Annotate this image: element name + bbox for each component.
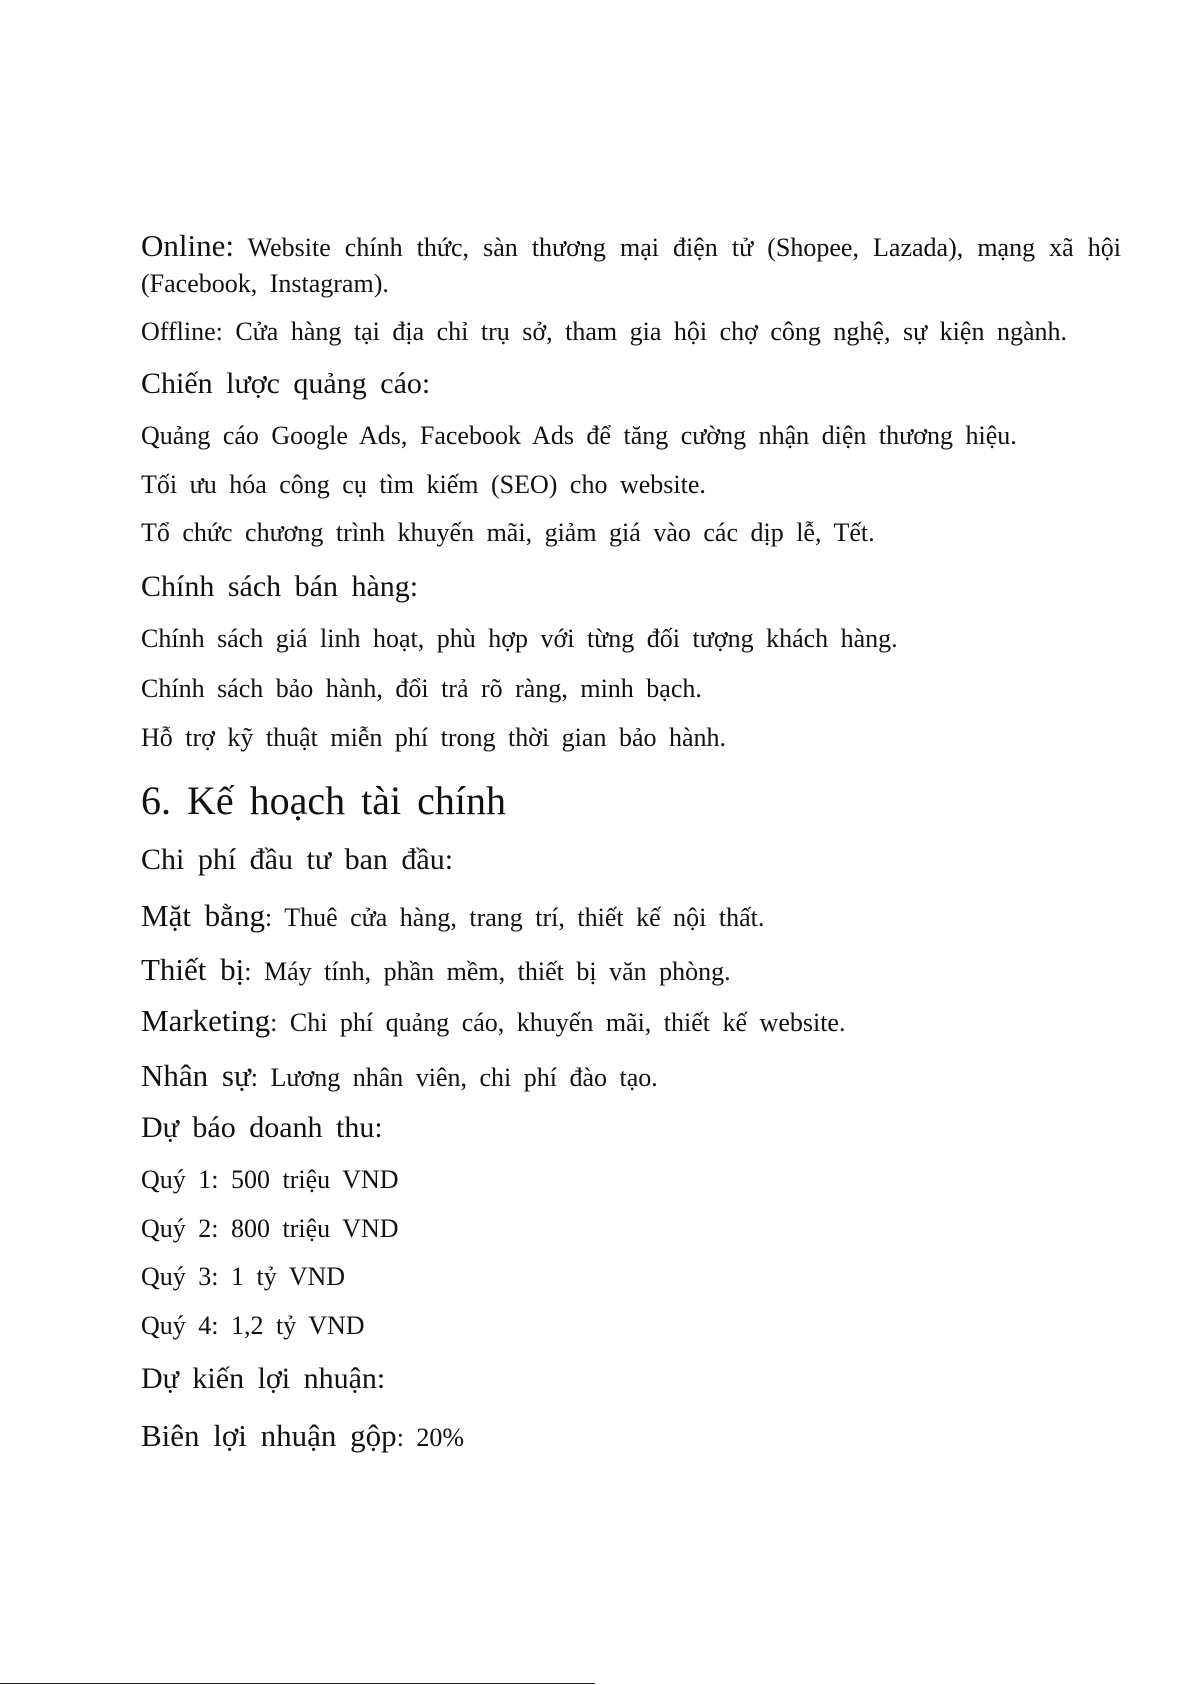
- offline-label: Offline:: [141, 317, 223, 346]
- advertising-heading: Chiến lược quảng cáo:: [141, 367, 431, 400]
- revenue-forecast-heading: Dự báo doanh thu:: [141, 1111, 383, 1144]
- footer-mark: [610, 1679, 720, 1685]
- offline-text: Cửa hàng tại địa chỉ trụ sở, tham gia hội chợ công nghệ, sự kiện ngành.: [235, 317, 1067, 346]
- investment-item: [141, 898, 764, 934]
- gross-margin-line: [141, 1418, 464, 1454]
- investment-item-label: Nhân sự: [141, 1058, 251, 1093]
- investment-item: [141, 952, 731, 988]
- investment-item-text: : Thuê cửa hàng, trang trí, thiết kế nội thất.: [264, 903, 765, 932]
- investment-item-label: Thiết bị: [141, 952, 245, 987]
- section-title: 6. Kế hoạch tài chính: [141, 778, 506, 823]
- sales-policy-heading: Chính sách bán hàng:: [141, 570, 419, 603]
- list-item: Quý 3: 1 tỷ VND: [141, 1262, 346, 1291]
- investment-item: [141, 1058, 658, 1094]
- investment-item-text: : Lương nhân viên, chi phí đào tạo.: [250, 1063, 658, 1092]
- list-item: Quý 1: 500 triệu VND: [141, 1165, 399, 1194]
- gross-margin-label: Biên lợi nhuận gộp: [141, 1418, 397, 1453]
- list-item: Chính sách giá linh hoạt, phù hợp với từng đối tượng khách hàng.: [141, 624, 898, 653]
- investment-item-label: Marketing: [141, 1003, 271, 1038]
- investment-item-text: : Chi phí quảng cáo, khuyến mãi, thiết kế website.: [270, 1008, 846, 1037]
- list-item: Quý 2: 800 triệu VND: [141, 1214, 399, 1243]
- list-item: Tổ chức chương trình khuyến mãi, giảm giá vào các dịp lễ, Tết.: [141, 518, 875, 547]
- list-item: Hỗ trợ kỹ thuật miễn phí trong thời gian bảo hành.: [141, 723, 727, 752]
- profit-heading: Dự kiến lợi nhuận:: [141, 1362, 386, 1395]
- list-item: Chính sách bảo hành, đổi trả rõ ràng, minh bạch.: [141, 674, 702, 703]
- investment-heading: Chi phí đầu tư ban đầu:: [141, 843, 454, 876]
- gross-margin-value: : 20%: [396, 1423, 465, 1452]
- offline-channel-line: [141, 317, 1067, 347]
- online-label: Online:: [141, 228, 234, 263]
- investment-item-text: : Máy tính, phần mềm, thiết bị văn phòng.: [244, 957, 731, 986]
- online-text: Website chính thức, sàn thương mại điện tử (Shopee, Lazada), mạng xã hội (Facebook, Instagram).: [141, 233, 1122, 298]
- footer-rule: [0, 1683, 595, 1684]
- investment-item-label: Mặt bằng: [141, 898, 265, 933]
- list-item: Quý 4: 1,2 tỷ VND: [141, 1311, 365, 1340]
- investment-item: [141, 1003, 845, 1039]
- list-item: Tối ưu hóa công cụ tìm kiếm (SEO) cho website.: [141, 470, 706, 499]
- online-channel-paragraph: [141, 228, 1121, 302]
- list-item: Quảng cáo Google Ads, Facebook Ads để tăng cường nhận diện thương hiệu.: [141, 421, 1017, 450]
